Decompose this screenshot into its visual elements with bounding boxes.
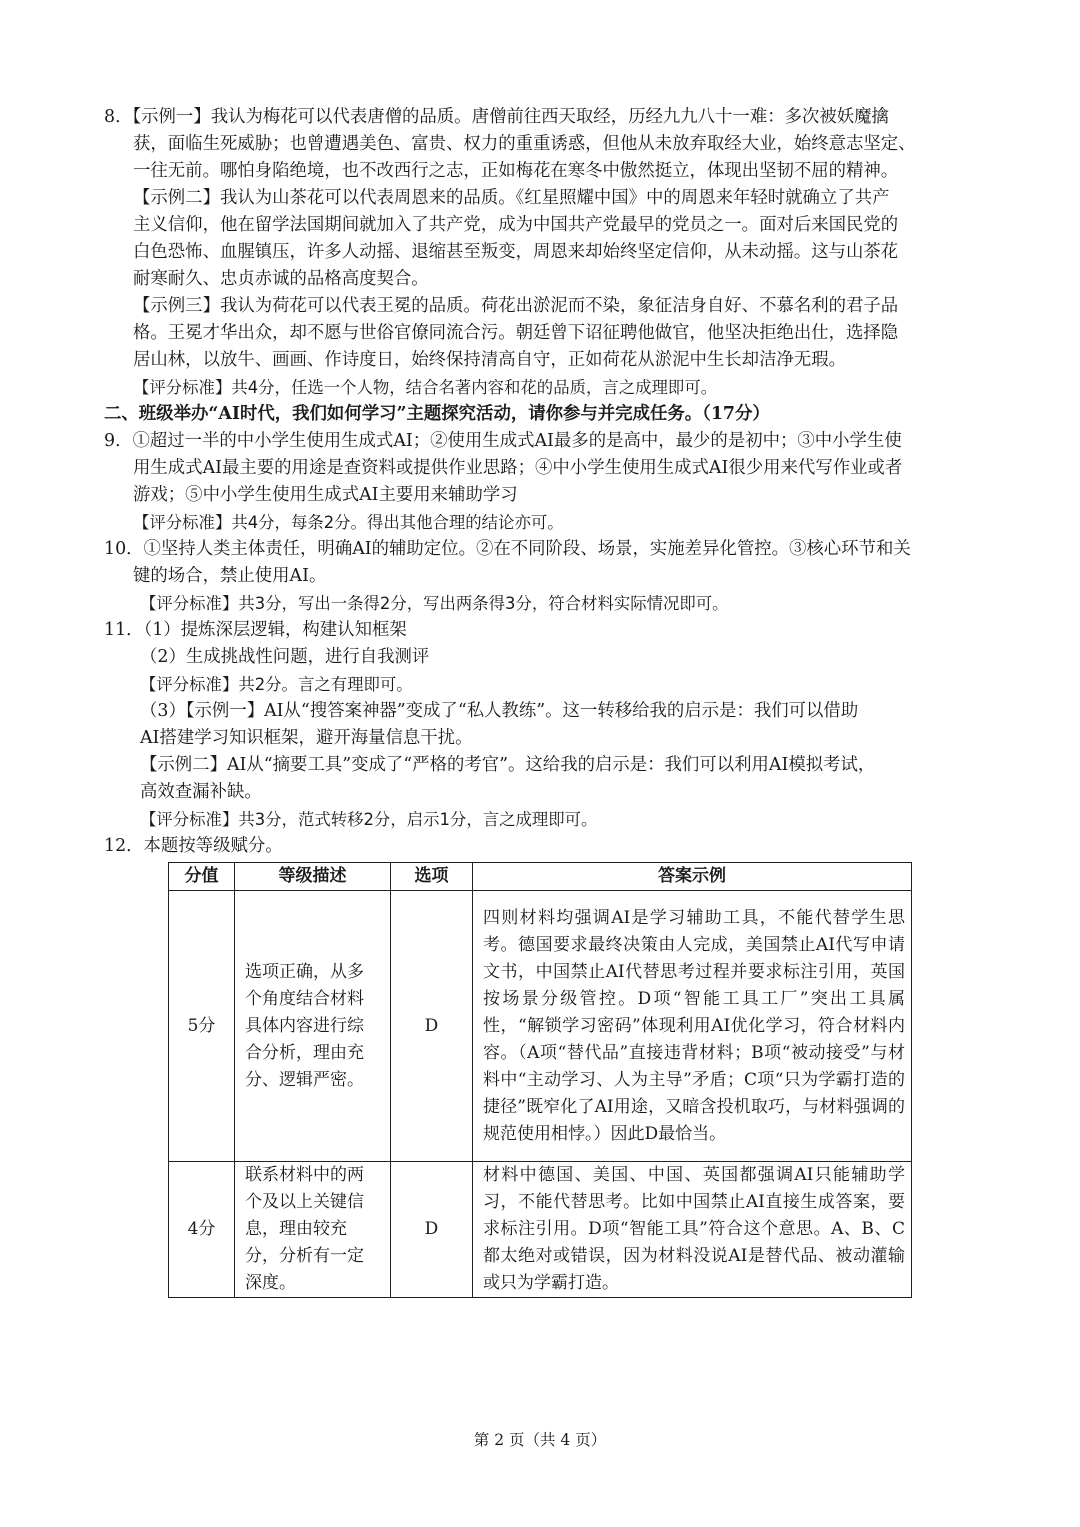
- header-option: 选项: [391, 863, 473, 891]
- score-cell: 5分: [169, 891, 235, 1162]
- answer-line: 12．本题按等级赋分。: [104, 836, 283, 856]
- answer-line: 9．①超过一半的中小学生使用生成式AI；②使用生成式AI最多的是高中，最少的是初中；③中小学生使: [104, 431, 902, 451]
- answer-line: 一往无前。哪怕身陷绝境，也不改西行之志，正如梅花在寒冬中傲然挺立，体现出坚韧不屈的精神。: [133, 161, 899, 181]
- answer-line: 【示例二】AI从“摘要工具”变成了“严格的考官”。这给我的启示是：我们可以利用AI模拟考试，: [140, 755, 876, 775]
- scoring-criteria-line: 【评分标准】共4分，每条2分。得出其他合理的结论亦可。: [133, 513, 564, 532]
- answer-line: 游戏；⑤中小学生使用生成式AI主要用来辅助学习: [133, 485, 518, 505]
- scoring-criteria-line: 【评分标准】共2分。言之有理即可。: [140, 675, 413, 694]
- answer-line: 耐寒耐久、忠贞赤诚的品格高度契合。: [133, 269, 429, 289]
- answer-line: 用生成式AI最主要的用途是查资料或提供作业思路；④中小学生使用生成式AI很少用来代写作业或者: [133, 458, 903, 478]
- answer-example-cell: 四则材料均强调AI是学习辅助工具，不能代替学生思考。德国要求最终决策由人完成，美国禁止AI代写申请文书，中国禁止AI代替思考过程并要求标注引用，英国按场景分级管控。D项“智能工具工厂”突出工具属性，“解锁学习密码”体现利用AI优化学习，符合材料内容。（A项“替代品”直接违背材料；B项“被动接受”与材料中“主动学习、人为主导”矛盾；C项“只为学霸打造的捷径”既窄化了AI用途，又暗含投机取巧，与材料强调的规范使用相悖。）因此D最恰当。: [473, 891, 912, 1162]
- section-heading: 二、班级举办“AI时代，我们如何学习”主题探究活动，请你参与并完成任务。（17分）: [104, 404, 770, 424]
- answer-line: 10．①坚持人类主体责任，明确AI的辅助定位。②在不同阶段、场景，实施差异化管控。③核心环节和关: [104, 539, 911, 559]
- answer-line: 【示例三】我认为荷花可以代表王冕的品质。荷花出淤泥而不染，象征洁身自好、不慕名利的君子品: [133, 296, 899, 316]
- answer-line: 白色恐怖、血腥镇压，许多人动摇、退缩甚至叛变，周恩来却始终坚定信仰，从未动摇。这与山茶花: [133, 242, 899, 262]
- answer-line: AI搭建学习知识框架，避开海量信息干扰。: [140, 728, 473, 748]
- answer-line: 格。王冕才华出众，却不愿与世俗官僚同流合污。朝廷曾下诏征聘他做官，他坚决拒绝出仕，选择隐: [133, 323, 899, 343]
- score-cell: 4分: [169, 1162, 235, 1298]
- answer-example-cell: 材料中德国、美国、中国、英国都强调AI只能辅助学习，不能代替思考。比如中国禁止AI直接生成答案，要求标注引用。D项“智能工具”符合这个意思。A、B、C都太绝对或错误，因为材料没说AI是替代品、被动灌输或只为学霸打造。: [473, 1162, 912, 1298]
- scoring-criteria-line: 【评分标准】共4分，任选一个人物，结合名著内容和花的品质，言之成理即可。: [133, 378, 718, 397]
- level-description-cell: 选项正确，从多个角度结合材料具体内容进行综合分析，理由充分、逻辑严密。: [235, 891, 391, 1162]
- option-cell: D: [391, 1162, 473, 1298]
- answer-line: （2）生成挑战性问题，进行自我测评: [140, 647, 430, 667]
- scoring-criteria-line: 【评分标准】共3分，范式转移2分，启示1分，言之成理即可。: [140, 810, 598, 829]
- answer-line: 居山林，以放牛、画画、作诗度日，始终保持清高自守，正如荷花从淤泥中生长却洁净无瑕。: [133, 350, 847, 370]
- header-level-description: 等级描述: [235, 863, 391, 891]
- answer-line: （3）【示例一】AI从“搜答案神器”变成了“私人教练”。这一转移给我的启示是：我们可以借助: [140, 701, 859, 721]
- answer-line: 11．（1）提炼深层逻辑，构建认知框架: [104, 620, 407, 640]
- answer-line: 主义信仰，他在留学法国期间就加入了共产党，成为中国共产党最早的党员之一。面对后来国民党的: [133, 215, 899, 235]
- option-cell: D: [391, 891, 473, 1162]
- answer-line: 8．【示例一】我认为梅花可以代表唐僧的品质。唐僧前往西天取经，历经九九八十一难：多次被妖魔擒: [104, 107, 889, 127]
- header-score: 分值: [169, 863, 235, 891]
- page-number-footer: 第 2 页（共 4 页）: [473, 1431, 607, 1449]
- scoring-criteria-line: 【评分标准】共3分，写出一条得2分，写出两条得3分，符合材料实际情况即可。: [140, 594, 729, 613]
- level-description-cell: 联系材料中的两个及以上关键信息，理由较充分，分析有一定深度。: [235, 1162, 391, 1298]
- table-header-row: [169, 863, 912, 891]
- answer-line: 键的场合，禁止使用AI。: [133, 566, 327, 586]
- answer-line: 获，面临生死威胁；也曾遭遇美色、富贵、权力的重重诱惑，但他从未放弃取经大业，始终意志坚定、: [133, 134, 916, 154]
- answer-line: 【示例二】我认为山茶花可以代表周恩来的品质。《红星照耀中国》中的周恩来年轻时就确立了共产: [133, 188, 890, 208]
- table-row: [169, 1162, 912, 1298]
- grading-table: [168, 862, 912, 1298]
- answer-line: 高效查漏补缺。: [140, 782, 262, 802]
- table-row: [169, 891, 912, 1162]
- header-answer-example: 答案示例: [473, 863, 912, 891]
